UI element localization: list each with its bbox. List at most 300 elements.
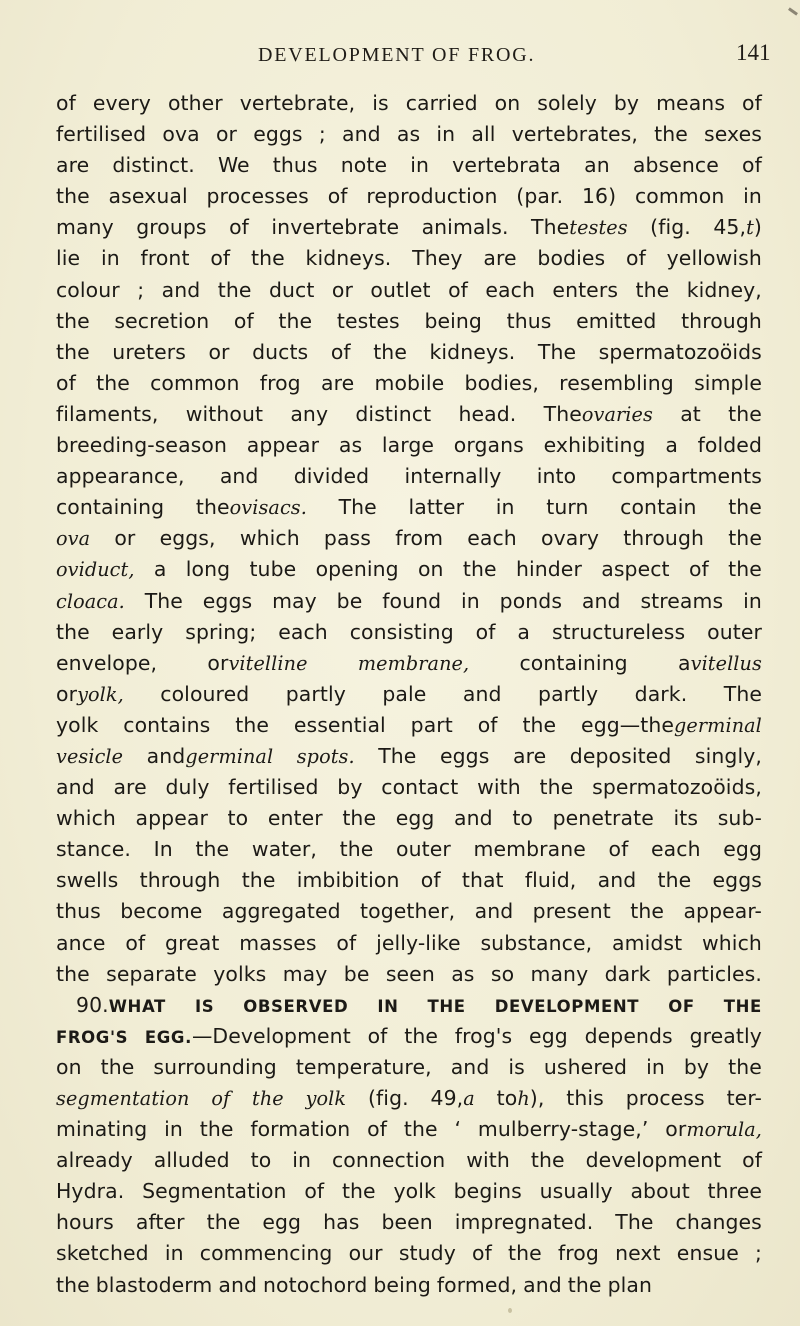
word [656, 88, 725, 119]
word-fragment: on [417, 557, 444, 582]
word-fragment: outer [396, 837, 451, 862]
word-fragment: solely [537, 91, 597, 115]
word [56, 368, 76, 399]
word [239, 928, 316, 959]
word [404, 1021, 438, 1052]
word-fragment: contains [123, 712, 211, 737]
word-fragment: jelly-like [376, 930, 461, 955]
word-fragment: aspect [601, 557, 670, 582]
word [626, 1083, 705, 1114]
word [213, 959, 266, 990]
word-fragment: aggregated [221, 899, 341, 924]
word [667, 959, 762, 990]
word-fragment: are [56, 153, 90, 178]
word [56, 119, 146, 150]
word-fragment: and [218, 1272, 258, 1297]
word [332, 275, 353, 306]
word-fragment: testes [336, 308, 400, 333]
word-fragment: pass [323, 526, 371, 551]
word [395, 523, 443, 554]
word [206, 181, 308, 212]
word [344, 959, 370, 990]
word [56, 1176, 124, 1207]
word [570, 741, 672, 772]
word-fragment: (fig. [367, 1086, 409, 1110]
word-fragment: frog's [454, 1023, 513, 1048]
word [522, 710, 556, 741]
word [342, 1176, 376, 1207]
word [368, 1021, 388, 1052]
word-fragment: in [410, 153, 430, 178]
word-fragment: enters [552, 277, 619, 302]
word-fragment: In [153, 837, 173, 862]
word-fragment: may [272, 588, 317, 613]
word-fragment: 49, [430, 1086, 464, 1110]
italic-term: membrane, [357, 651, 470, 675]
word-fragment: means [656, 91, 726, 115]
small-caps-heading: IN [377, 996, 399, 1016]
word-fragment: found [382, 588, 442, 613]
word [743, 181, 762, 212]
word-fragment: an [584, 153, 610, 178]
word-fragment: membrane [473, 837, 586, 862]
word [168, 88, 223, 119]
italic-term: spots. [296, 744, 355, 768]
word [454, 803, 493, 834]
word [56, 679, 124, 710]
word-fragment: egg [262, 1210, 302, 1235]
word [106, 959, 197, 990]
word [598, 865, 637, 896]
word-fragment: bodies, [464, 370, 539, 395]
word-fragment: begins [453, 1179, 522, 1204]
small-caps-heading: OF [668, 996, 695, 1016]
text-line [56, 896, 762, 927]
word-fragment: process [625, 1086, 705, 1110]
word-fragment: of [233, 308, 254, 333]
word [630, 1176, 689, 1207]
word [56, 181, 90, 212]
word-fragment: invertebrate [271, 215, 400, 240]
italic-term: of [211, 1087, 231, 1110]
text-line [56, 617, 762, 648]
word-fragment: be [336, 588, 363, 613]
word [512, 803, 533, 834]
word [508, 1238, 542, 1269]
word-fragment: (par. [516, 184, 564, 209]
word [743, 586, 762, 617]
word-fragment: study [398, 1241, 456, 1266]
word [200, 1238, 333, 1269]
word [495, 990, 639, 1021]
word [421, 865, 441, 896]
text-line [56, 150, 762, 181]
word-fragment: duct [268, 277, 315, 302]
word-fragment: yellowish [666, 246, 762, 271]
word [436, 119, 455, 150]
word [373, 337, 407, 368]
word [728, 554, 762, 585]
word-fragment: or [208, 339, 230, 364]
word [755, 1238, 762, 1269]
word [56, 88, 76, 119]
word [341, 150, 387, 181]
word-fragment: appear [135, 806, 208, 831]
word [56, 275, 120, 306]
word [56, 1270, 90, 1301]
word [56, 648, 157, 679]
word-fragment: to [227, 806, 249, 831]
word-fragment: are [483, 246, 517, 271]
word-fragment: the [635, 277, 670, 302]
word [251, 1145, 272, 1176]
word-fragment: the [217, 277, 252, 302]
word [728, 523, 762, 554]
text-line [56, 990, 762, 1021]
word-fragment: into [536, 464, 577, 489]
body-text [56, 88, 762, 1301]
word-fragment: the [100, 1054, 135, 1079]
word-fragment: of [304, 1179, 325, 1204]
word-fragment: folded [697, 433, 762, 458]
word-fragment: by [683, 1054, 710, 1079]
word [271, 212, 399, 243]
word [728, 1052, 762, 1083]
word [112, 617, 164, 648]
word-fragment: at [680, 401, 701, 426]
word-fragment: a [665, 433, 678, 458]
word [56, 865, 118, 896]
word [658, 865, 692, 896]
word-fragment: of [688, 557, 709, 582]
word [196, 492, 307, 523]
word [337, 586, 363, 617]
word [683, 896, 762, 927]
word-fragment: the [56, 339, 90, 364]
word [141, 243, 190, 274]
word [136, 212, 206, 243]
word [328, 181, 348, 212]
word-fragment: the [206, 1210, 241, 1235]
word-fragment: or [665, 1117, 687, 1142]
word-fragment: ponds [499, 588, 563, 613]
word [635, 181, 724, 212]
word-fragment: penetrate [552, 806, 654, 831]
word [294, 461, 369, 492]
word-fragment: or [56, 681, 78, 706]
word-fragment: being [424, 308, 482, 333]
text-line [56, 306, 762, 337]
word [120, 896, 202, 927]
word [56, 803, 116, 834]
word [609, 834, 629, 865]
word-fragment: each [485, 277, 535, 302]
word [455, 1207, 593, 1238]
word [260, 368, 301, 399]
word-fragment: and [450, 1054, 490, 1079]
word-fragment: groups [136, 215, 207, 240]
word-fragment: egg [529, 1023, 568, 1048]
word-fragment: colour [56, 277, 120, 302]
word [306, 243, 392, 274]
word-fragment: duly [165, 775, 210, 800]
word-fragment: eggs [712, 868, 762, 893]
word-fragment: processes [206, 184, 309, 209]
word [723, 834, 762, 865]
word [430, 337, 516, 368]
text-line [56, 710, 762, 741]
word [186, 554, 230, 585]
word-fragment: divided [293, 464, 370, 489]
word-fragment: the [250, 246, 285, 271]
word [605, 959, 651, 990]
word [262, 1207, 301, 1238]
word-fragment: frog [557, 1241, 599, 1266]
word-fragment: after [135, 1210, 185, 1235]
word-fragment: particles. [666, 961, 762, 986]
word-fragment: which [239, 526, 300, 551]
text-line [56, 1176, 762, 1207]
word-fragment: amidst [612, 930, 683, 955]
word-fragment: greatly [689, 1023, 762, 1048]
text-line [56, 959, 762, 990]
word [112, 150, 194, 181]
word [210, 243, 230, 274]
word [56, 617, 90, 648]
word [268, 803, 323, 834]
word [708, 1176, 762, 1207]
word-fragment: vertebrate, [239, 91, 356, 115]
word [537, 88, 597, 119]
word [678, 648, 762, 679]
word-fragment: as [451, 961, 475, 986]
word-fragment: about [630, 1179, 690, 1204]
word-fragment: formed, [436, 1272, 518, 1297]
word-fragment: from [395, 526, 444, 551]
word [76, 990, 166, 1021]
word-fragment: exhibiting [543, 433, 646, 458]
word-fragment: the [630, 899, 665, 924]
word [208, 337, 229, 368]
word-fragment: The [144, 588, 183, 613]
word [166, 772, 210, 803]
word [220, 461, 259, 492]
word [742, 1145, 762, 1176]
word-fragment: note [340, 153, 388, 178]
word [247, 430, 319, 461]
word-fragment: the [728, 1054, 762, 1079]
word [263, 1270, 367, 1301]
italic-term: ovisacs. [229, 496, 307, 520]
word-fragment: structureless [551, 619, 686, 644]
word [136, 803, 208, 834]
text-line [56, 741, 762, 772]
word [113, 772, 146, 803]
word-fragment: as [396, 122, 421, 147]
word [252, 834, 317, 865]
word [386, 959, 435, 990]
word [162, 275, 201, 306]
word-fragment: reproduction [366, 184, 498, 209]
word-fragment: and [219, 464, 259, 489]
word-fragment: a [678, 650, 691, 675]
page-corner-mark [788, 7, 798, 15]
word-fragment: each [651, 837, 701, 862]
word [474, 834, 586, 865]
word-fragment: in [646, 1054, 665, 1079]
word-fragment: other [167, 91, 223, 115]
word-fragment: are [512, 743, 547, 768]
word [698, 430, 762, 461]
word-fragment: is [508, 1054, 525, 1079]
word-fragment: of [367, 1023, 388, 1048]
word [422, 212, 509, 243]
word-fragment: enter [267, 806, 323, 831]
word [727, 1083, 762, 1114]
word [56, 337, 90, 368]
text-line [56, 492, 762, 523]
word [635, 679, 688, 710]
word-fragment: vertebrata [452, 153, 562, 178]
word [467, 523, 517, 554]
word [497, 1083, 545, 1114]
word-fragment: fertilised [228, 775, 319, 800]
word-fragment: thus [56, 899, 101, 924]
word [218, 150, 250, 181]
word-fragment: eggs [202, 588, 253, 613]
word-fragment: are [113, 775, 147, 800]
word-fragment: opening [315, 557, 399, 582]
word-fragment: the [462, 557, 497, 582]
word [630, 896, 664, 927]
word-fragment: ovary [541, 526, 599, 551]
text-line [56, 212, 762, 243]
word-fragment: of [56, 91, 76, 115]
word-fragment: development [585, 1148, 722, 1173]
word-fragment: large [381, 433, 435, 458]
word-fragment: turn [546, 495, 589, 520]
word [93, 88, 151, 119]
word-fragment: contain [620, 495, 697, 520]
word-fragment: which [56, 806, 116, 831]
word [56, 834, 131, 865]
word [234, 306, 254, 337]
word [552, 275, 618, 306]
word-fragment: ducts [252, 339, 309, 364]
word [376, 928, 461, 959]
word-fragment: mobile [374, 370, 445, 395]
word [56, 430, 227, 461]
word-fragment: every [92, 91, 151, 115]
word-fragment: the [241, 868, 276, 893]
italic-term: yolk [305, 1087, 347, 1110]
word-fragment: kidney, [686, 277, 762, 302]
word-fragment: distinct [355, 401, 432, 426]
word-fragment: the [96, 370, 130, 395]
word [689, 554, 709, 585]
word-fragment: commencing [199, 1241, 333, 1266]
word-fragment: yolks [213, 961, 267, 986]
word-fragment: great [165, 930, 220, 955]
word [56, 461, 185, 492]
text-line [56, 461, 762, 492]
word-fragment: in [461, 588, 480, 613]
word [211, 1083, 230, 1114]
word [96, 368, 130, 399]
word-fragment: fertilised [56, 122, 147, 147]
word-fragment: The [338, 495, 377, 520]
italic-term: a [463, 1087, 475, 1110]
word-fragment: surrounding [153, 1054, 277, 1079]
word-fragment: filaments, [56, 401, 159, 426]
word-fragment: egg [723, 837, 762, 862]
word [332, 1145, 445, 1176]
word [599, 337, 762, 368]
word [472, 1238, 492, 1269]
word [339, 430, 362, 461]
word-fragment: of [327, 184, 348, 209]
small-caps-heading: THE [723, 996, 762, 1016]
word [56, 212, 114, 243]
word [337, 306, 400, 337]
word [478, 710, 498, 741]
word [56, 928, 106, 959]
word [485, 275, 535, 306]
word [677, 1238, 739, 1269]
text-line [56, 1270, 762, 1301]
text-line [56, 1021, 762, 1052]
word-fragment: and [597, 868, 637, 893]
small-caps-heading: IS [194, 996, 215, 1016]
word-fragment: masses [239, 930, 317, 955]
word [478, 1114, 649, 1145]
text-line [56, 399, 762, 430]
word-fragment: asexual [108, 184, 188, 209]
word-fragment: on [56, 1054, 82, 1079]
small-caps-heading: DEVELOPMENT [494, 996, 640, 1016]
small-caps-heading: FROG'S [56, 1027, 129, 1047]
word-fragment: or [207, 650, 229, 675]
word [404, 461, 501, 492]
word-fragment: —Development [191, 1023, 351, 1048]
word [626, 243, 646, 274]
word [112, 337, 186, 368]
word [147, 741, 274, 772]
word-fragment: and [161, 277, 201, 302]
word-fragment: kidneys. [305, 246, 392, 271]
word-fragment: with [477, 775, 521, 800]
word-fragment: stance. [56, 837, 131, 862]
word-fragment: ushered [543, 1054, 628, 1079]
word [56, 243, 80, 274]
word [608, 1270, 652, 1301]
word [381, 1207, 432, 1238]
word [377, 990, 398, 1021]
word-fragment: the [339, 837, 374, 862]
word [476, 617, 496, 648]
word-fragment: already [56, 1148, 133, 1173]
paper-speck [508, 1308, 512, 1313]
word [742, 88, 762, 119]
word-fragment: or [215, 122, 237, 147]
text-line [56, 523, 762, 554]
word [668, 990, 695, 1021]
word [56, 959, 90, 990]
word [576, 306, 656, 337]
word-fragment: sub- [717, 806, 762, 831]
word [690, 1021, 762, 1052]
word [153, 1052, 276, 1083]
